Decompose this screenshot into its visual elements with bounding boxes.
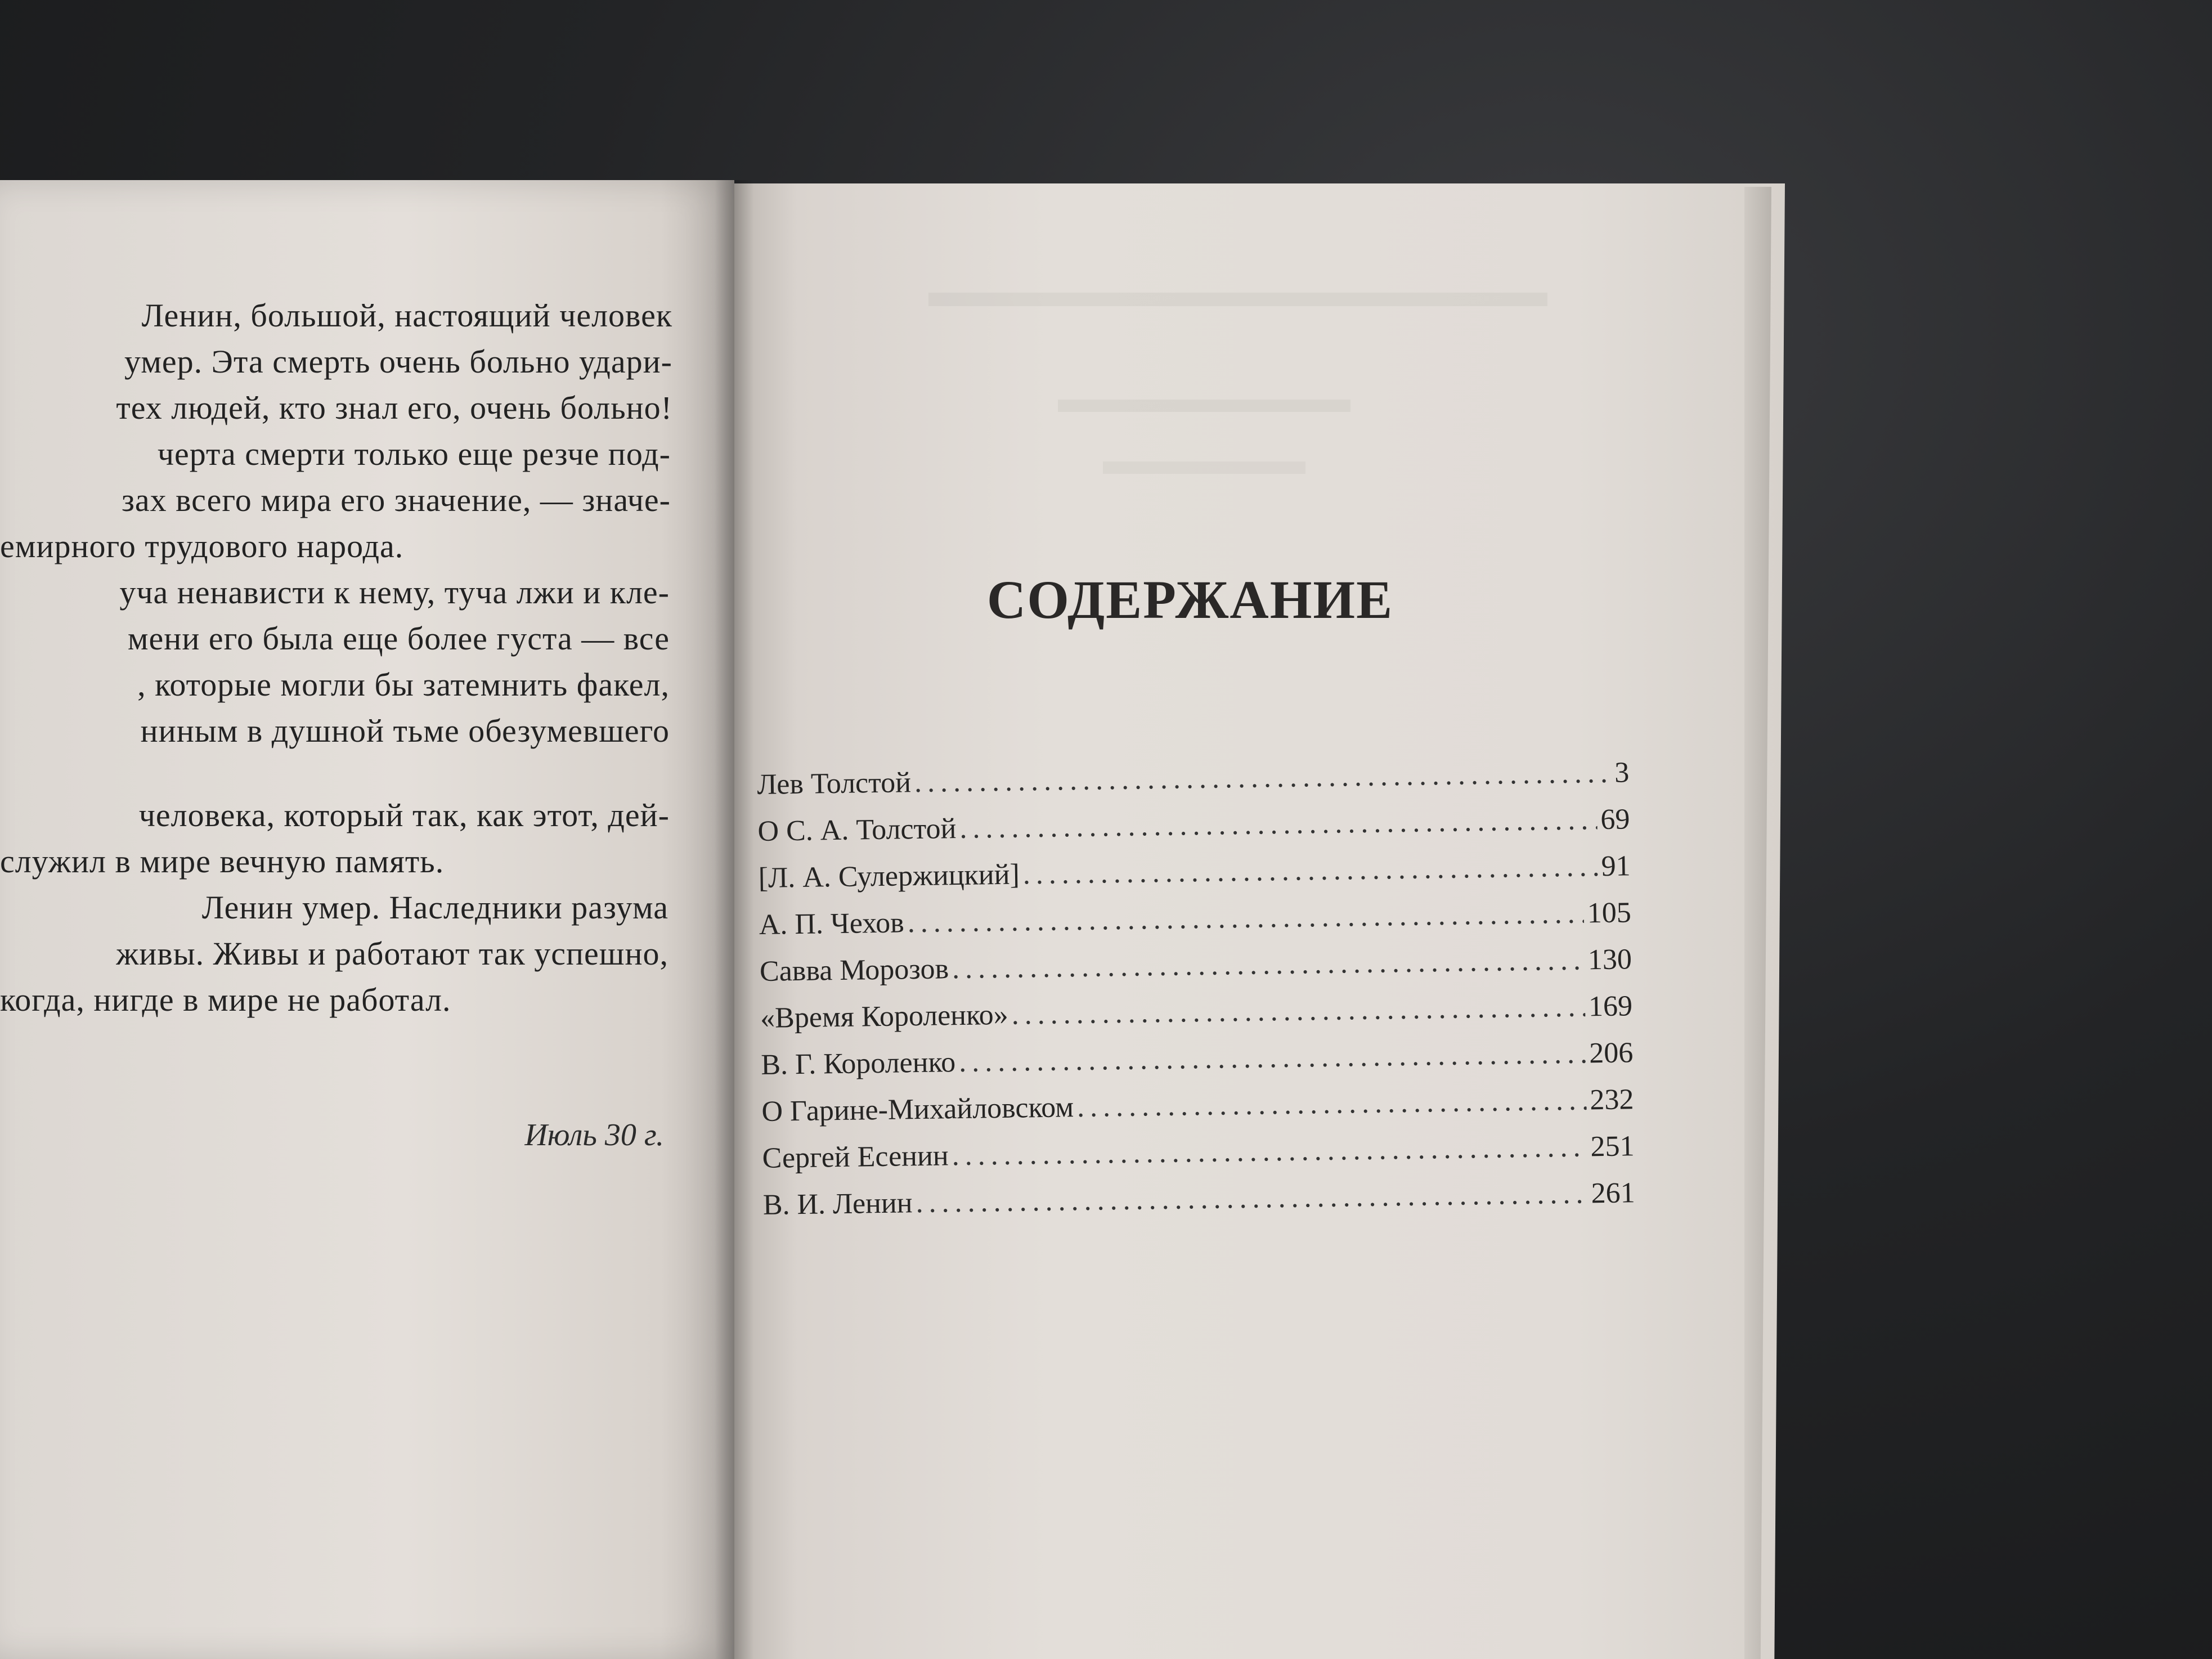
text-line: , которые могли бы затемнить факел,: [137, 666, 670, 703]
show-through-text: [1058, 400, 1350, 412]
contents-title: СОДЕРЖАНИЕ: [986, 570, 1394, 630]
text-line: умер. Эта смерть очень больно удари-: [124, 343, 672, 380]
date-signature: Июль 30 г.: [524, 1118, 664, 1153]
toc-entry-title: Савва Морозов: [759, 953, 949, 988]
toc-entry-page: 206: [1589, 1037, 1634, 1070]
toc-entry-page: 130: [1587, 943, 1632, 976]
toc-entry-page: 91: [1601, 850, 1631, 883]
table-of-contents: [757, 756, 1635, 1235]
toc-entry-title: [Л. А. Сулержицкий]: [758, 858, 1020, 894]
left-page-text: [0, 293, 675, 1023]
toc-entry-page: 105: [1587, 896, 1632, 930]
text-line: черта смерти только еще резче под-: [157, 436, 671, 472]
text-line: емирного трудового народа.: [0, 528, 404, 564]
text-line: когда, нигде в мире не работал.: [0, 981, 451, 1018]
text-line: живы. Живы и работают так успешно,: [116, 935, 668, 972]
text-line: служил в мире вечную память.: [0, 843, 445, 880]
toc-entry-title: Сергей Есенин: [762, 1140, 949, 1174]
text-line: уча ненависти к нему, туча лжи и кле-: [119, 574, 670, 611]
toc-entry-page: 232: [1589, 1083, 1634, 1117]
toc-entry-page: 251: [1590, 1130, 1635, 1163]
text-line: мени его была еще более густа — все: [127, 620, 670, 657]
toc-entry-title: В. Г. Короленко: [760, 1046, 956, 1081]
toc-entry-title: «Время Короленко»: [760, 998, 1009, 1034]
toc-entry-title: О Гарине-Михайловском: [761, 1091, 1074, 1128]
toc-entry-page: 169: [1588, 990, 1633, 1023]
text-line: зах всего мира его значение, — значе-: [121, 482, 671, 518]
toc-leader-dots: [1077, 1083, 1587, 1124]
text-line: Ленин умер. Наследники разума: [201, 889, 668, 926]
text-line: ниным в душной тьме обезумевшего: [140, 712, 670, 749]
text-line: Ленин, большой, настоящий человек: [141, 297, 672, 334]
show-through-text: [1103, 461, 1305, 474]
text-line: человека, который так, как этот, дей-: [138, 797, 670, 833]
book-gutter: [715, 180, 754, 1659]
toc-entry-title: А. П. Чехов: [759, 907, 905, 941]
toc-entry-title: О С. А. Толстой: [757, 813, 957, 848]
toc-entry-title: Лев Толстой: [757, 766, 912, 801]
toc-entry-title: В. И. Ленин: [762, 1187, 913, 1221]
toc-entry-page: 261: [1591, 1177, 1636, 1210]
toc-entry-page: 69: [1600, 803, 1630, 836]
toc-entry-page: 3: [1614, 756, 1630, 789]
text-line: тех людей, кто знал его, очень больно!: [116, 389, 672, 426]
show-through-text: [928, 293, 1547, 306]
